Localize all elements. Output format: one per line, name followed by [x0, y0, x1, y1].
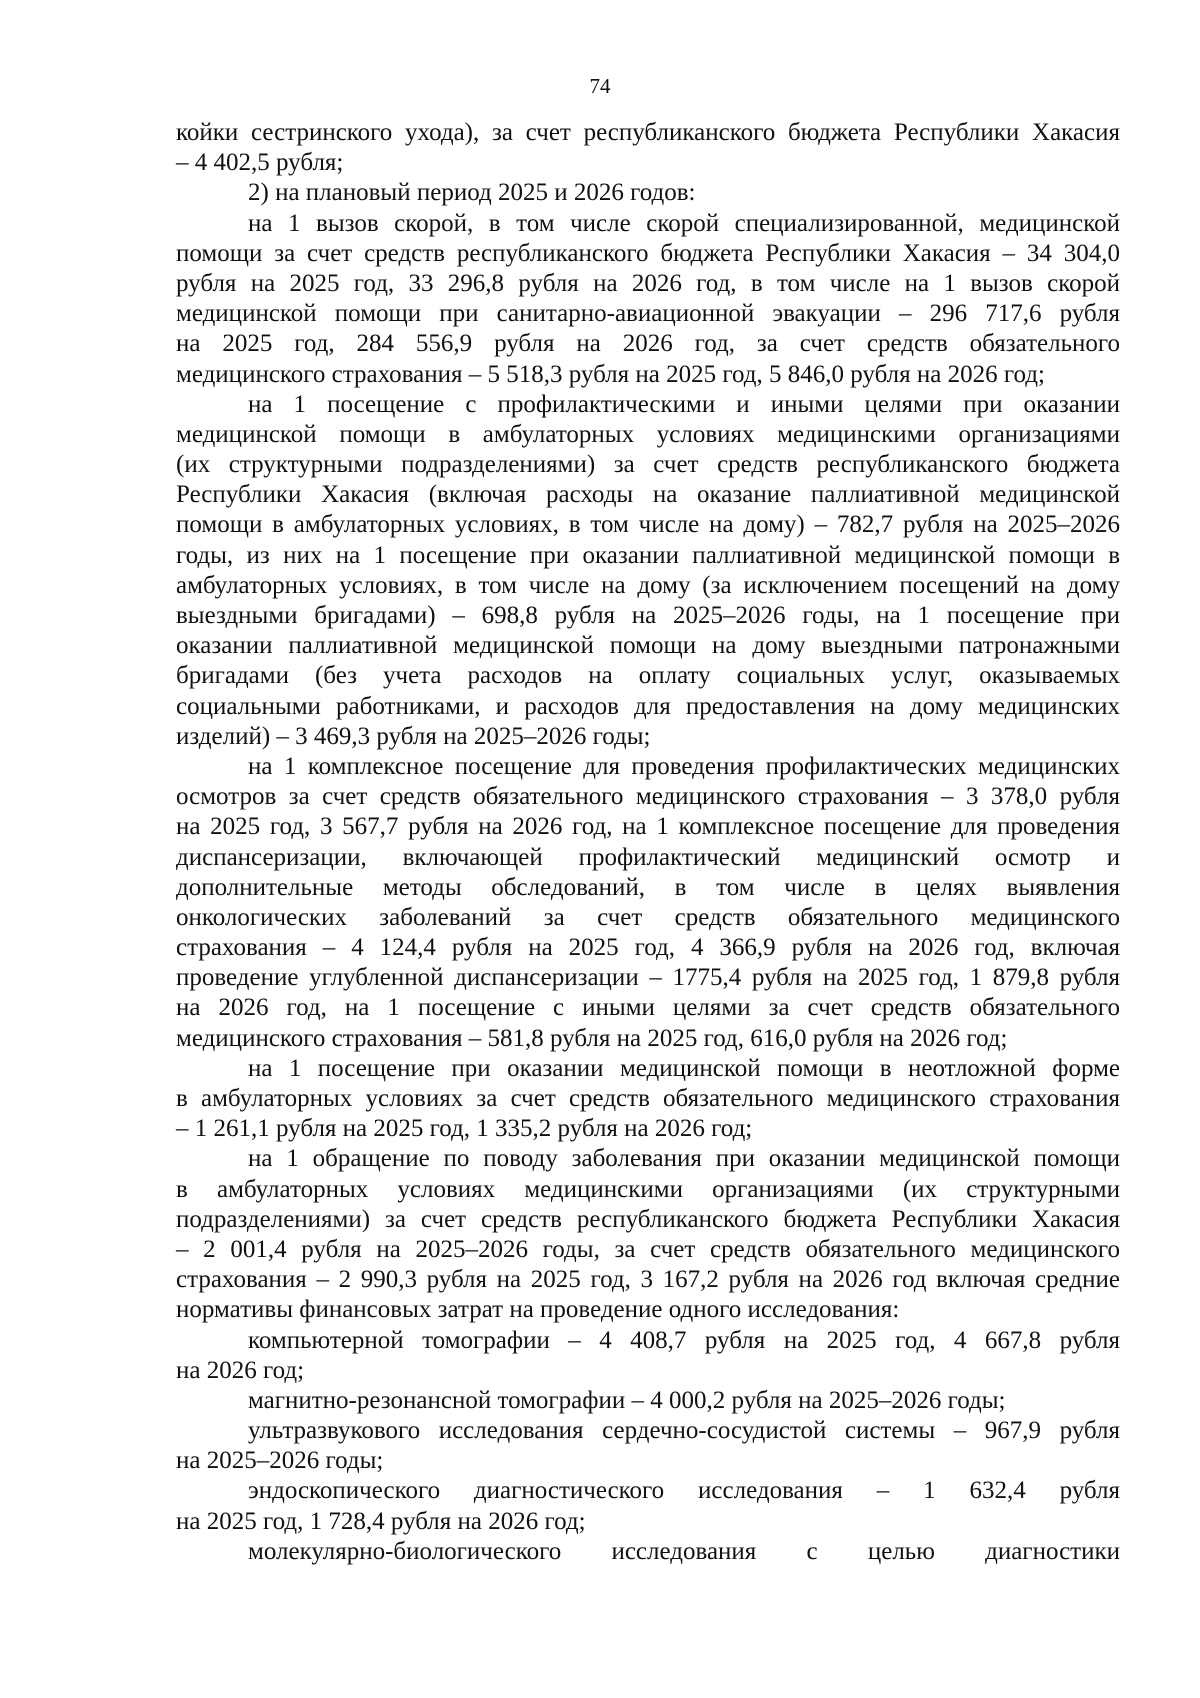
text-line: на 2026 год; [176, 1356, 305, 1384]
text-line: изделий) – 3 469,3 рубля на 2025–2026 годы; [176, 722, 651, 750]
text-line: на 1 посещение при оказании медицинской помощи в неотложной форме [248, 1054, 1120, 1082]
text-line: компьютерной томографии – 4 408,7 рубля на 2025 год, 4 667,8 рубля [248, 1326, 1120, 1354]
text-line: на 2026 год, на 1 посещение с иными целями за счет средств обязательного [176, 994, 1120, 1022]
text-line: эндоскопического диагностического исследования – 1 632,4 рубля [248, 1477, 1120, 1505]
text-line: на 2025 год, 284 556,9 рубля на 2026 год, за счет средств обязательного [176, 330, 1120, 358]
text-line: дополнительные методы обследований, в том числе в целях выявления [176, 873, 1120, 901]
text-line: социальными работниками, и расходов для предоставления на дому медицинских [176, 692, 1120, 720]
text-line: страхования – 2 990,3 рубля на 2025 год, 3 167,2 рубля на 2026 год включая средние [176, 1266, 1120, 1294]
text-line: нормативы финансовых затрат на проведение одного исследования: [176, 1296, 900, 1324]
text-line: бригадами (без учета расходов на оплату социальных услуг, оказываемых [176, 662, 1120, 690]
text-line: выездными бригадами) – 698,8 рубля на 2025–2026 годы, на 1 посещение при [176, 602, 1120, 629]
text-line: рубля на 2025 год, 33 296,8 рубля на 2026 год, в том числе на 1 вызов скорой [176, 269, 1120, 297]
text-line: медицинской помощи в амбулаторных условиях медицинскими организациями [176, 420, 1120, 448]
text-line: годы, из них на 1 посещение при оказании паллиативной медицинской помощи в [176, 541, 1120, 569]
text-line: (их структурными подразделениями) за счет средств республиканского бюджета [176, 451, 1120, 479]
text-line: ультразвукового исследования сердечно-сосудистой системы – 967,9 рубля [248, 1417, 1120, 1445]
text-line: 2) на плановый период 2025 и 2026 годов: [248, 179, 696, 207]
text-line: осмотров за счет средств обязательного медицинского страхования – 3 378,0 рубля [176, 783, 1120, 811]
document-body [176, 118, 1120, 1567]
text-line: подразделениями) за счет средств республиканского бюджета Республики Хакасия [176, 1205, 1120, 1233]
text-line: Республики Хакасия (включая расходы на оказание паллиативной медицинской [176, 481, 1120, 509]
text-line: медицинского страхования – 5 518,3 рубля на 2025 год, 5 846,0 рубля на 2026 год; [176, 360, 1045, 388]
text-line: в амбулаторных условиях медицинскими организациями (их структурными [176, 1175, 1120, 1203]
text-line: – 2 001,4 рубля на 2025–2026 годы, за счет средств обязательного медицинского [176, 1235, 1120, 1263]
text-line: магнитно-резонансной томографии – 4 000,2 рубля на 2025–2026 годы; [248, 1386, 1006, 1414]
page-number: 74 [589, 74, 611, 98]
text-line: на 1 обращение по поводу заболевания при оказании медицинской помощи [248, 1145, 1120, 1173]
text-line: на 2025–2026 годы; [176, 1447, 384, 1475]
text-line: онкологических заболеваний за счет средств обязательного медицинского [176, 903, 1120, 931]
text-line: на 2025 год, 3 567,7 рубля на 2026 год, на 1 комплексное посещение для проведения [176, 813, 1120, 841]
text-line: оказании паллиативной медицинской помощи на дому выездными патронажными [176, 632, 1120, 660]
text-line: помощи в амбулаторных условиях, в том числе на дому) – 782,7 рубля на 2025–2026 [176, 511, 1120, 539]
text-line: медицинского страхования – 581,8 рубля на 2025 год, 616,0 рубля на 2026 год; [176, 1024, 1008, 1052]
text-line: – 1 261,1 рубля на 2025 год, 1 335,2 рубля на 2026 год; [176, 1115, 753, 1143]
text-line: проведение углубленной диспансеризации – 1775,4 рубля на 2025 год, 1 879,8 рубля [176, 964, 1120, 992]
text-line: диспансеризации, включающей профилактический медицинский осмотр и [176, 843, 1120, 871]
text-line: молекулярно-биологического исследования с целью диагностики [248, 1537, 1120, 1565]
text-line: на 1 посещение с профилактическими и иными целями при оказании [248, 390, 1120, 418]
text-line: на 2025 год, 1 728,4 рубля на 2026 год; [176, 1507, 586, 1535]
text-line: в амбулаторных условиях за счет средств обязательного медицинского страхования [176, 1085, 1120, 1112]
text-line: на 1 комплексное посещение для проведения профилактических медицинских [248, 752, 1120, 780]
text-line: помощи за счет средств республиканского бюджета Республики Хакасия – 34 304,0 [176, 239, 1120, 267]
text-line: – 4 402,5 рубля; [176, 149, 344, 177]
text-line: амбулаторных условиях, в том числе на дому (за исключением посещений на дому [176, 571, 1120, 599]
text-line: койки сестринского ухода), за счет республиканского бюджета Республики Хакасия [176, 119, 1120, 146]
text-line: страхования – 4 124,4 рубля на 2025 год, 4 366,9 рубля на 2026 год, включая [176, 934, 1120, 962]
text-line: на 1 вызов скорой, в том числе скорой специализированной, медицинской [248, 209, 1120, 237]
text-line: медицинской помощи при санитарно-авиационной эвакуации – 296 717,6 рубля [176, 300, 1120, 328]
